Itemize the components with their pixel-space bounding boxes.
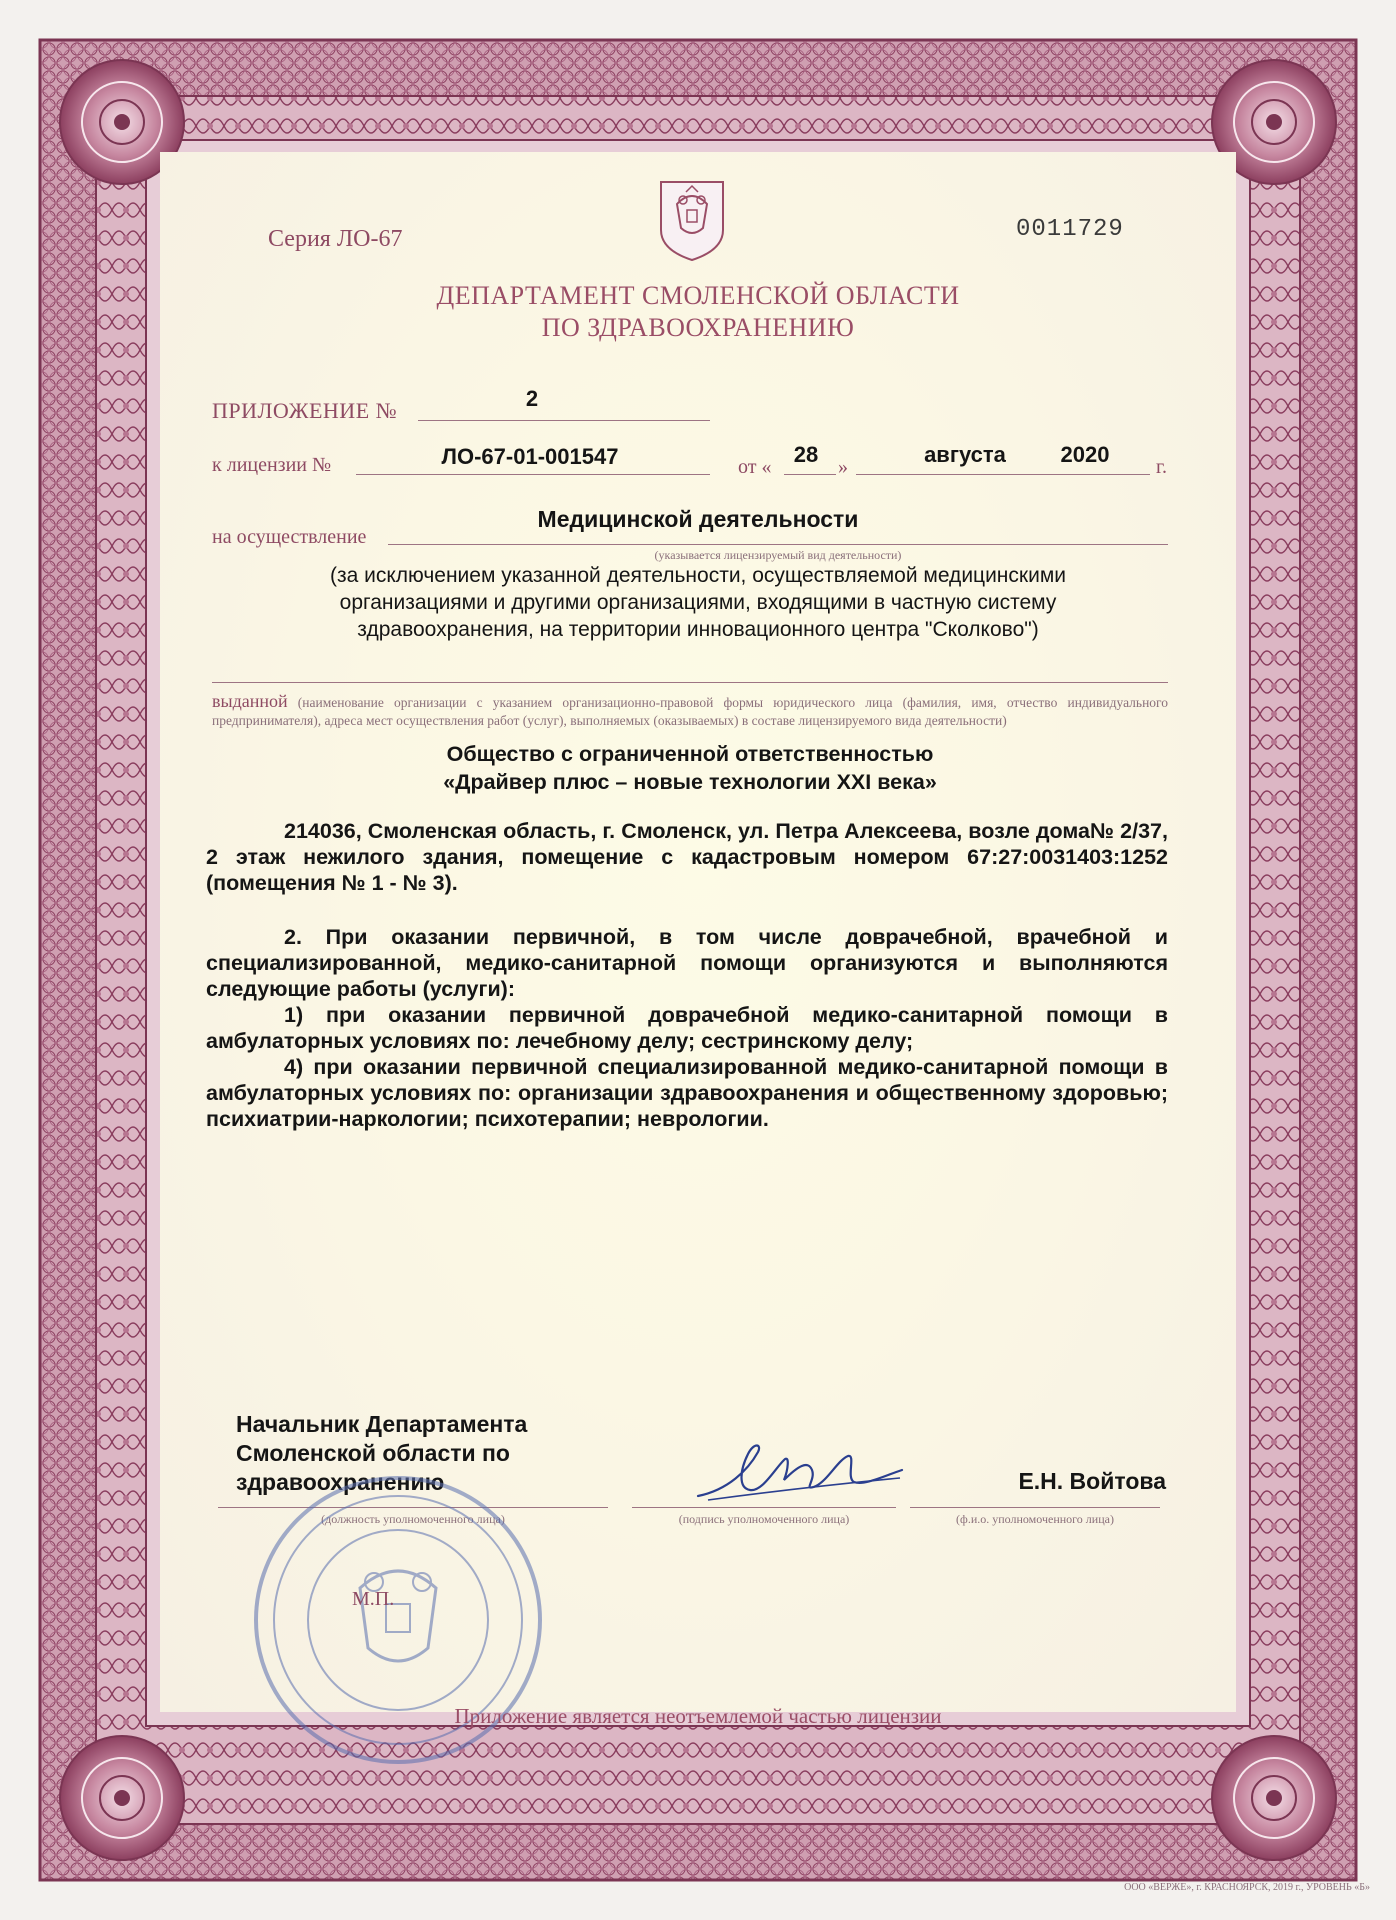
- signatory-position-line1: Начальник Департамента: [236, 1411, 528, 1437]
- stamp-place-label: М.П.: [352, 1588, 395, 1610]
- license-month-year-line: [856, 474, 1150, 475]
- services-intro: 2. При оказании первичной, в том числе доврачебной, врачебной и специализированной, медико-санитарной помощи организуются и выполняются следующие работы (услуги):: [206, 925, 1168, 1001]
- issued-label: выданной: [212, 691, 288, 711]
- footer-note: Приложение является неотъемлемой частью лицензии: [454, 1704, 942, 1728]
- coat-of-arms-emblem: [655, 178, 729, 262]
- form-number: 0011729: [1016, 216, 1124, 243]
- services-item-4: 4) при оказании первичной специализированной медико-санитарной помощи в амбулаторных условиях по: организации здравоохранения и общественному здоровью; психиатрии-наркологии; психотерапии; неврологии.: [206, 1055, 1168, 1131]
- license-year: 2020: [1060, 442, 1110, 467]
- organization-name-line1: Общество с ограниченной ответственностью: [446, 742, 934, 766]
- signature-caption: (подпись уполномоченного лица): [678, 1512, 850, 1526]
- name-line: [910, 1507, 1160, 1508]
- license-month: августа: [924, 442, 1006, 467]
- department-title-line2: ПО ЗДРАВООХРАНЕНИЮ: [541, 313, 855, 342]
- services-block: [206, 924, 1168, 1132]
- printer-info: ООО «ВЕРЖЕ», г. КРАСНОЯРСК, 2019 г., УРОВЕНЬ «Б»: [1124, 1882, 1370, 1893]
- department-title: [300, 280, 1096, 344]
- license-number: ЛО-67-01-001547: [441, 444, 619, 469]
- activity-line: [388, 544, 1168, 545]
- corner-rosette-bl: [60, 1736, 184, 1860]
- license-label: к лицензии №: [212, 454, 332, 476]
- issued-note: (наименование организации с указанием организационно-правовой формы юридического лица (фамилия, имя, отчество индивидуального предпринимателя), адреса мест осуществления работ (услуг), выполняемых (оказываемых) в составе лицензируемого вида деятельности): [212, 695, 1168, 728]
- license-day-line: [784, 474, 836, 475]
- license-quote-close: »: [838, 456, 848, 478]
- activity-caption: (указывается лицензируемый вид деятельности): [654, 548, 902, 562]
- signatory-position-line2: Смоленской области по: [236, 1440, 510, 1466]
- license-year-suffix: г.: [1156, 456, 1167, 478]
- signature-line: [632, 1507, 896, 1508]
- license-date-from: от «: [738, 456, 772, 478]
- activity-continuation-line: [212, 682, 1168, 683]
- license-day: 28: [793, 442, 819, 467]
- services-item-1: 1) при оказании первичной доврачебной медико-санитарной помощи в амбулаторных условиях по: лечебному делу; сестринскому делу;: [206, 1003, 1168, 1053]
- signatory-position-line3: здравоохранению: [236, 1469, 445, 1495]
- appendix-number: 2: [525, 386, 539, 411]
- activity-exception: (за исключением указанной деятельности, осуществляемой медицинскими организациями и другими организациями, входящими в частную систему здравоохранения, на территории инновационного центра "Сколково"): [330, 564, 1066, 641]
- signature-image: [688, 1430, 908, 1510]
- address-paragraph: 214036, Смоленская область, г. Смоленск, ул. Петра Алексеева, возле дома№ 2/37, 2 этаж нежилого здания, помещение с кадастровым номером 67:27:0031403:1252 (помещения № 1 - № 3).: [206, 819, 1168, 895]
- activity-label: на осуществление: [212, 526, 367, 548]
- organization-name-line2: «Драйвер плюс – новые технологии XXI века»: [443, 770, 937, 794]
- series-label: Серия ЛО-67: [268, 226, 403, 252]
- appendix-number-line: [418, 420, 710, 421]
- corner-rosette-br: [1212, 1736, 1336, 1860]
- license-number-line: [356, 474, 710, 475]
- organization-name: [212, 740, 1168, 796]
- position-caption: (должность уполномоченного лица): [321, 1512, 505, 1526]
- appendix-label: ПРИЛОЖЕНИЕ №: [212, 398, 398, 423]
- department-title-line1: ДЕПАРТАМЕНТ СМОЛЕНСКОЙ ОБЛАСТИ: [436, 281, 960, 310]
- activity-value: Медицинской деятельности: [537, 506, 859, 532]
- name-caption: (ф.и.о. уполномоченного лица): [956, 1512, 1114, 1526]
- issued-block: [212, 692, 1168, 730]
- signatory-name: Е.Н. Войтова: [1018, 1468, 1166, 1494]
